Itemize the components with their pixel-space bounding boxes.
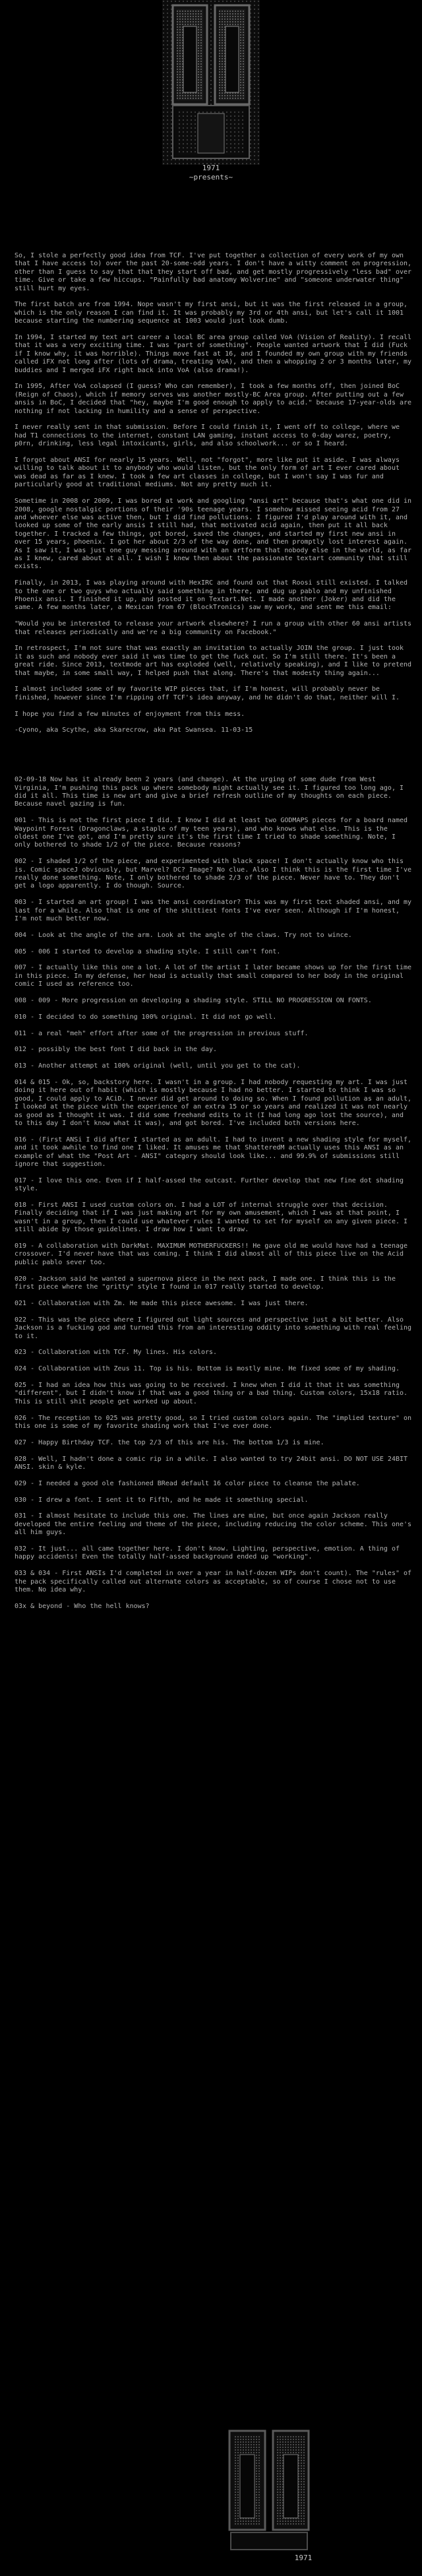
note-item: 008 - 009 - More progression on developing a shading style. STILL NO PROGRESSION ON FONTS. bbox=[15, 997, 372, 1005]
note-item: 020 - Jackson said he wanted a supernova piece in the next pack, I made one. I think this is the first piece where the "gritty" style I found in 017 really started to develop. bbox=[15, 1275, 400, 1291]
note-item: 014 & 015 - Ok, so, backstory here. I wasn't in a group. I had nobody requesting my art. I was just doing it here out of habit (which is mostly because I had no better. I started to think I was so good, I could apply to ACiD. I never did get around to doing so. When I found pollution as an adult, I looked at the piece with the experience of an extra 15 or so years and realized it was not nearly as good as I thought it was. I did some freehand edits to it (I had long ago lost the source), and to this day I don't know what it was), and got bored. I've included both versions here. bbox=[15, 1079, 416, 1128]
note-item: 032 - It just... all came together here. I don't know. Lighting, perspective, emotion. A thing of happy accidents! Even the totally half-assed background ended up "working". bbox=[15, 1545, 404, 1561]
intro-paragraph: I forgot about ANSI for nearly 15 years. Well, not "forgot", more like put it aside. I was always willing to talk about it to anybody who would listen, but the only form of art I ever cared about was dead as far as I knew. I took a few art classes in college, but I won't say I was fur and particularly good at traditional mediums. Not any pretty much it. bbox=[15, 457, 404, 489]
intro-paragraph: The first batch are from 1994. Nope wasn't my first ansi, but it was the first released in a group, which is the only reason I can find it. It was probably my 3rd or 4th ansi, but let's call it 1001 because starting the numbering sequence at 1003 would just look dumb. bbox=[15, 301, 412, 325]
note-item: 011 - a real "meh" effort after some of the progression in previous stuff. bbox=[15, 1029, 309, 1037]
note-item: 019 - A collaboration with DarkMat. MAXIMUM MOTHERFUCKERS!! He gave old me would have had a teenage crossover. I'd never have that was coming. I think I did almost all of this piece live on the Acid public pablo sever too. bbox=[15, 1242, 412, 1266]
note-item: 017 - I love this one. Even if I half-assed the outcast. Further develop that new fine dot shading style. bbox=[15, 1176, 408, 1193]
ansi-footer-art bbox=[0, 2426, 422, 2576]
footer-artwork bbox=[0, 2426, 422, 2576]
notes-paragraph: 02-09-18 Now has it already been 2 years (and change). At the urging of some dude from West Virginia, I'm pushing this pack up where somebody might actually see it. I figured too long ago, I did it all. This time is new art and give a brief refresh outline of my thoughts on each piece. Because navel gazing is fun. bbox=[15, 776, 408, 808]
note-item: 004 - Look at the angle of the arm. Look at the angle of the claws. Try not to wince. bbox=[15, 931, 352, 939]
intro-paragraph: Sometime in 2008 or 2009, I was bored at work and googling "ansi art" because that's what one did in 2008, google nostalgic portions of their '90s teenage years. I somehow missed seeing acid from 27 and whoever else was active then, but I did find pollutions. I figured I'd play around with it, and looked up some of the early ansis I still had, that motivated acid again, then put it all back together. I tracked a few things, got bored, saved the changes, and started my first new ansi in over 15 years, phoenix. I got her about 2/3 of the way done, and then promptly lost interest again. As I saw it, I was just one guy messing around with an artform that nobody else in the world, as far as I knew, cared about at all. I wish I knew then about the passionate textart community that still exists. bbox=[15, 498, 416, 571]
intro-paragraph: So, I stole a perfectly good idea from TCF. I've put together a collection of every work of my own that I have access to) over the past 20-some-odd years. I don't have a witty comment on progression, other than I guess to say that that they start off bad, and get mostly progressively "less bad" over time. Give or take a few hiccups. "Painfully bad anatomy Wolverine" and "someone underwater thing" still hurt my eyes. bbox=[15, 252, 416, 292]
header-year: 1971 bbox=[202, 164, 220, 172]
note-item: 022 - This was the piece where I figured out light sources and perspective just a bit better. Also Jackson is a fucking god and turned this from an interesting oddity into something with real feeling to it. bbox=[15, 1316, 416, 1340]
note-item: 030 - I drew a font. I sent it to Fifth, and he made it something special. bbox=[15, 1496, 309, 1504]
intro-paragraph: Finally, in 2013, I was playing around with HexIRC and found out that Roosi still existed. I talked to the one or two guys who actually said something in there, and dug up pablo and my unfinished Phoenix ansi. I finished it up, and posted it on Textart.Net. I made another (Joker) and did the same. A few months later, a Mexican from 67 (BlockTronics) saw my work, and sent me this email: bbox=[15, 579, 412, 612]
note-item: 012 - possibly the best font I did back in the day. bbox=[15, 1046, 218, 1054]
note-item: 002 - I shaded 1/2 of the piece, and experimented with black space! I don't actually know who this is. Comic spaceJ obviously, but Marvel? DC? Image? No clue. Also I think this is the first time I've really done something. Note, I only bothered to shade 2/3 of the piece. Never have to. They don't get a logo apparently. I do though. Source. bbox=[15, 858, 416, 890]
note-item: 031 - I almost hesitate to include this one. The lines are mine, but once again Jackson really developed the entire feeling and theme of the piece, including reducing the color scheme. This one's all him guys. bbox=[15, 1512, 416, 1537]
note-item: 016 - (First ANSi I did after I started as an adult. I had to invent a new shading style for myself, and it took awhile to find one I liked. It amuses me that ShatteredM actually uses this ANSI as an example of what the "Post Art - ANSI" category should look like... and 99.9% of submissions still ignore that suggestion. bbox=[15, 1136, 416, 1169]
intro-paragraph: I never really sent in that submission. Before I could finish it, I went off to college, where we had T1 connections to the internet, constant LAN gaming, instant access to 0-day warez, poetry, p0rn, drinking, less legal intoxicants, girls, and also schoolwork... or so I heard. bbox=[15, 424, 404, 448]
header-caption bbox=[0, 164, 422, 182]
intro-paragraph: "Would you be interested to release your artwork elsewhere? I run a group with other 60 ansi artists that releases periodically and we're a big community on Facebook." bbox=[15, 620, 416, 636]
note-item: 03x & beyond - Who the hell knows? bbox=[15, 1602, 150, 1610]
note-item: 026 - The reception to 025 was pretty good, so I tried custom colors again. The "implied texture" on this one is some of my favorite shading work that I've ever done. bbox=[15, 1414, 416, 1430]
note-item: 005 - 006 I started to develop a shading style. I still can't font. bbox=[15, 948, 281, 955]
footer-year: 1971 bbox=[294, 2554, 313, 2562]
note-item: 025 - I had an idea how this was going to be received. I knew when I did it that it was something "different", but I didn't know if that was a good thing or a bad thing. Custom colors, 15x18 ratio. This is still shit people get worked up about. bbox=[15, 1381, 412, 1405]
note-item: 023 - Collaboration with TCF. My lines. His colors. bbox=[15, 1349, 218, 1357]
note-item: 021 - Collaboration with Zm. He made this piece awesome. I was just there. bbox=[15, 1299, 309, 1307]
note-item: 033 & 034 - First ANSIs I'd completed in over a year in half-dozen WIPs don't count). The "rules" of the pack specifically called out alternate colors as acceptable, so of course I chose not to use them. No idea why. bbox=[15, 1570, 416, 1594]
note-item: 027 - Happy Birthday TCF. the top 2/3 of this are his. The bottom 1/3 is mine. bbox=[15, 1438, 324, 1446]
note-item: 028 - Well, I hadn't done a comic rip in a while. I also wanted to try 24bit ansi. DO NOT USE 24BIT ANSI. skin & kyle. bbox=[15, 1455, 412, 1471]
intro-paragraph: I almost included some of my favorite WIP pieces that, if I'm honest, will probably never be finished, however since I'm ripping off TCF's idea anyway, and he didn't do that, neither will I. bbox=[15, 686, 400, 701]
note-item: 029 - I needed a good ole fashioned BRead default 16 color piece to cleanse the palate. bbox=[15, 1479, 360, 1487]
note-item: 001 - This is not the first piece I did. I know I did at least two GODMAPS pieces for a board named Waypoint Forest (Dragonclaws, a staple of my teen years), and who knows what else. This is the oldest one I've got, and I'm pretty sure it's the first time I tried to shade something. Note, I only bothered to shade 1/2 of the piece. Because reasons? bbox=[15, 817, 412, 849]
header-artwork bbox=[0, 0, 422, 198]
note-item: 003 - I started an art group! I was the ansi coordinator? This was my first text shaded ansi, and my last for a while. Also that is one of the shittiest fonts I've ever seen. Although if I'm honest, I'm not much better now. bbox=[15, 899, 416, 923]
note-item: 024 - Collaboration with Zeus 11. Top is his. Bottom is mostly mine. He fixed some of my shading. bbox=[15, 1365, 400, 1373]
note-item: 007 - I actually like this one a lot. A lot of the artist I later became shows up for the first time in this piece. In my defense, her head is actually that small compared to her body in the original comic I used as reference too. bbox=[15, 964, 416, 988]
intro-paragraph: In 1994, I started my text art career a local BC area group called VoA (Vision of Reality). I recall that it was a very exciting time. I was "part of something". People wanted artwork that I did (Fuck if I know why, it was horrible). Things move fast at 16, and I founded my own group with my friends called iFX not long after (lots of drama, treating VoA), and then a whopping 2 or 3 months later, my buddies and I merged iFX right back into VoA (also drama!). bbox=[15, 334, 416, 374]
note-item: 010 - I decided to do something 100% original. It did not go well. bbox=[15, 1013, 277, 1021]
header-presents: ~presents~ bbox=[189, 173, 233, 181]
note-item: 018 - First ANSI I used custom colors on. I had a LOT of internal struggle over that decision. Finally deciding that if I was just making art for my own amusement, which I was at that point, I wasn't in a group, then I could use whatever rules I wanted to set for myself on any given piece. I still abide by those guidelines. I draw how I want to draw. bbox=[15, 1202, 412, 1234]
note-item: 013 - Another attempt at 100% original (well, until you get to the cat). bbox=[15, 1062, 301, 1070]
signature-line: -Cyono, aka Scythe, aka Skarecrow, aka Pat Swansea. 11-03-15 bbox=[15, 726, 253, 734]
section-spacer bbox=[15, 743, 413, 776]
intro-paragraph: I hope you find a few minutes of enjoyment from this mess. bbox=[15, 710, 245, 718]
intro-paragraph: In 1995, After VoA colapsed (I guess? Who can remember), I took a few months off, then joined BoC (Reign of Chaos), which if memory serves was another mostly-BC Area group. After putting out a few ansis in BoC, I decided that "hey, maybe I'm good enough to apply to acid." because 17-year-olds are nothing if not lacking in humility and a sense of perspective. bbox=[15, 383, 416, 415]
intro-paragraph: In retrospect, I'm not sure that was exactly an invitation to actually JOIN the group. I just took it as such and nobody ever said it was time to get the fuck out. So I'm still there. It's been a great ride. Since 2013, textmode art has exploded (well, relatively speaking), and I like to pretend that maybe, in some small way, I helped push that along. There's that modesty thing again... bbox=[15, 645, 416, 677]
text-body bbox=[15, 252, 416, 1619]
